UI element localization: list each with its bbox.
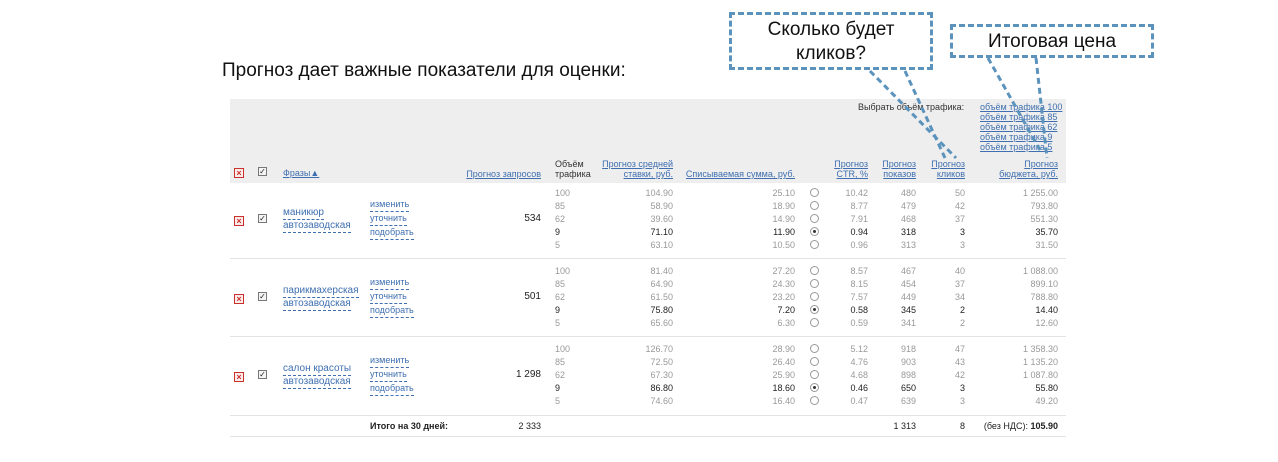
cell-clicks: 3 xyxy=(959,383,965,393)
cell-charged: 26.40 xyxy=(772,357,795,367)
cell-clicks: 42 xyxy=(954,201,965,211)
traffic-radio[interactable] xyxy=(810,383,819,392)
action-link[interactable]: уточнить xyxy=(370,212,407,226)
totals-budget xyxy=(984,421,1058,431)
traffic-radio[interactable] xyxy=(810,227,819,236)
remove-phrase-icon[interactable]: × xyxy=(234,216,244,226)
cell-traffic: 85 xyxy=(555,357,566,367)
cell-charged: 24.30 xyxy=(772,279,795,289)
cell-traffic: 62 xyxy=(555,292,566,302)
cell-ctr: 0.58 xyxy=(850,305,868,315)
cell-budget: 35.70 xyxy=(1035,227,1058,237)
column-impressions-line2: показов xyxy=(883,169,916,179)
cell-clicks: 3 xyxy=(959,240,965,250)
column-avg-bid-line2: ставки, руб. xyxy=(623,169,673,179)
action-link[interactable]: изменить xyxy=(370,276,409,290)
cell-clicks: 2 xyxy=(959,305,965,315)
column-traffic xyxy=(555,159,591,179)
cell-ctr: 0.96 xyxy=(850,240,868,250)
cell-impressions: 903 xyxy=(900,357,916,367)
phrase-line: парикмахерская xyxy=(283,285,359,296)
column-traffic-line1: Объём xyxy=(555,159,584,169)
cell-budget: 12.60 xyxy=(1035,318,1058,328)
totals-budget-value: 105.90 xyxy=(1030,421,1058,431)
phrase-checkbox[interactable]: ✓ xyxy=(259,214,266,223)
callout-clicks-line2: кликов? xyxy=(796,43,866,64)
cell-traffic: 100 xyxy=(555,344,571,354)
cell-charged: 18.90 xyxy=(772,201,795,211)
cell-charged: 7.20 xyxy=(777,305,795,315)
traffic-option-100[interactable]: объём трафика 100 xyxy=(980,102,1063,112)
column-impressions-line1: Прогноз xyxy=(882,159,916,169)
cell-impressions: 479 xyxy=(900,201,916,211)
cell-clicks: 50 xyxy=(954,188,965,198)
column-clicks[interactable] xyxy=(931,159,965,179)
column-ctr[interactable] xyxy=(834,159,868,179)
cell-impressions: 318 xyxy=(900,227,916,237)
cell-budget: 551.30 xyxy=(1030,214,1058,224)
cell-ctr: 0.59 xyxy=(850,318,868,328)
cell-budget: 1 087.80 xyxy=(1022,370,1058,380)
action-link[interactable]: изменить xyxy=(370,354,409,368)
cell-charged: 27.20 xyxy=(772,266,795,276)
cell-budget: 55.80 xyxy=(1035,383,1058,393)
cell-charged: 16.40 xyxy=(772,396,795,406)
action-link[interactable]: уточнить xyxy=(370,290,407,304)
cell-avg-bid: 39.60 xyxy=(650,214,673,224)
traffic-radio[interactable] xyxy=(810,396,819,405)
cell-clicks: 3 xyxy=(959,227,965,237)
phrase-line: автозаводская xyxy=(283,376,351,387)
totals-label: Итого на 30 дней: xyxy=(370,421,449,431)
cell-impressions: 454 xyxy=(900,279,916,289)
cell-budget: 1 135.20 xyxy=(1022,357,1058,367)
action-link[interactable]: подобрать xyxy=(370,382,414,396)
cell-avg-bid: 74.60 xyxy=(650,396,673,406)
cell-charged: 6.30 xyxy=(777,318,795,328)
group-separator xyxy=(230,336,1066,337)
cell-clicks: 43 xyxy=(954,357,965,367)
remove-all-icon[interactable]: × xyxy=(234,168,244,178)
cell-clicks: 3 xyxy=(959,396,965,406)
column-charged[interactable]: Списываемая сумма, руб. xyxy=(685,169,795,179)
cell-ctr: 0.47 xyxy=(850,396,868,406)
totals-impressions: 1 313 xyxy=(893,421,916,431)
cell-impressions: 468 xyxy=(900,214,916,224)
phrase-actions xyxy=(370,354,414,396)
traffic-radio[interactable] xyxy=(810,240,819,249)
cell-traffic: 85 xyxy=(555,201,566,211)
cell-avg-bid: 72.50 xyxy=(650,357,673,367)
traffic-option-5[interactable]: объём трафика 5 xyxy=(980,142,1053,152)
cell-impressions: 313 xyxy=(900,240,916,250)
cell-clicks: 37 xyxy=(954,214,965,224)
cell-charged: 25.90 xyxy=(772,370,795,380)
cell-ctr: 7.57 xyxy=(850,292,868,302)
cell-clicks: 2 xyxy=(959,318,965,328)
totals-clicks: 8 xyxy=(959,421,965,431)
cell-charged: 18.60 xyxy=(772,383,795,393)
cell-avg-bid: 65.60 xyxy=(650,318,673,328)
cell-avg-bid: 104.90 xyxy=(645,188,673,198)
traffic-option-62[interactable]: объём трафика 62 xyxy=(980,122,1058,132)
cell-traffic: 5 xyxy=(555,318,561,328)
cell-requests: 1 298 xyxy=(515,369,541,380)
remove-phrase-icon[interactable]: × xyxy=(234,372,244,382)
cell-avg-bid: 63.10 xyxy=(650,240,673,250)
cell-traffic: 9 xyxy=(555,227,561,237)
cell-ctr: 10.42 xyxy=(845,188,868,198)
cell-budget: 793.80 xyxy=(1030,201,1058,211)
cell-impressions: 650 xyxy=(900,383,916,393)
traffic-radio[interactable] xyxy=(810,370,819,379)
cell-avg-bid: 71.10 xyxy=(650,227,673,237)
cell-charged: 14.90 xyxy=(772,214,795,224)
totals-separator xyxy=(230,415,1066,416)
cell-traffic: 9 xyxy=(555,383,561,393)
callout-clicks-line1: Сколько будет xyxy=(767,19,895,40)
cell-clicks: 40 xyxy=(954,266,965,276)
group-separator xyxy=(230,258,1066,259)
cell-charged: 11.90 xyxy=(773,227,795,237)
cell-ctr: 5.12 xyxy=(850,344,868,354)
cell-budget: 1 358.30 xyxy=(1022,344,1058,354)
column-avg-bid-line1: Прогноз средней xyxy=(602,159,673,169)
cell-avg-bid: 58.90 xyxy=(650,201,673,211)
cell-budget: 49.20 xyxy=(1035,396,1058,406)
cell-ctr: 8.57 xyxy=(850,266,868,276)
traffic-radio[interactable] xyxy=(810,188,819,197)
cell-avg-bid: 86.80 xyxy=(650,383,673,393)
select-all-checkbox[interactable]: ✓ xyxy=(259,167,266,176)
cell-impressions: 345 xyxy=(900,305,916,315)
forecast-table xyxy=(230,99,1066,437)
cell-charged: 23.20 xyxy=(772,292,795,302)
traffic-radio[interactable] xyxy=(810,318,819,327)
cell-requests: 501 xyxy=(524,291,541,302)
cell-impressions: 480 xyxy=(900,188,916,198)
cell-traffic: 62 xyxy=(555,370,566,380)
phrase-line: салон красоты xyxy=(283,363,352,374)
action-link[interactable]: подобрать xyxy=(370,304,414,318)
phrase-line: автозаводская xyxy=(283,298,351,309)
column-ctr-line2: CTR, % xyxy=(836,169,868,179)
cell-charged: 28.90 xyxy=(772,344,795,354)
cell-avg-bid: 126.70 xyxy=(645,344,673,354)
cell-budget: 14.40 xyxy=(1035,305,1058,315)
cell-clicks: 42 xyxy=(954,370,965,380)
traffic-radio[interactable] xyxy=(810,279,819,288)
action-link[interactable]: подобрать xyxy=(370,226,414,240)
cell-budget: 1 088.00 xyxy=(1022,266,1058,276)
traffic-select-label: Выбрать объём трафика: xyxy=(858,102,965,112)
cell-avg-bid: 81.40 xyxy=(650,266,673,276)
column-phrases-sort[interactable]: Фразы▲ xyxy=(283,168,320,178)
cell-charged: 25.10 xyxy=(772,188,795,198)
column-ctr-line1: Прогноз xyxy=(834,159,868,169)
cell-impressions: 898 xyxy=(900,370,916,380)
callout-price: Итоговая цена xyxy=(950,24,1154,58)
column-requests[interactable]: Прогноз запросов xyxy=(466,169,541,179)
phrase-checkbox[interactable]: ✓ xyxy=(259,370,266,379)
action-link[interactable]: изменить xyxy=(370,198,409,212)
cell-charged: 10.50 xyxy=(772,240,795,250)
column-budget-line2: бюджета, руб. xyxy=(999,169,1058,179)
phrase-actions xyxy=(370,198,414,240)
traffic-radio[interactable] xyxy=(810,357,819,366)
traffic-radio[interactable] xyxy=(810,201,819,210)
totals-requests: 2 333 xyxy=(518,421,541,431)
cell-ctr: 8.77 xyxy=(850,201,868,211)
cell-impressions: 639 xyxy=(900,396,916,406)
cell-impressions: 918 xyxy=(900,344,916,354)
column-budget[interactable] xyxy=(999,159,1058,179)
cell-ctr: 0.46 xyxy=(850,383,868,393)
cell-traffic: 9 xyxy=(555,305,561,315)
cell-avg-bid: 67.30 xyxy=(650,370,673,380)
cell-budget: 31.50 xyxy=(1035,240,1058,250)
cell-avg-bid: 64.90 xyxy=(650,279,673,289)
cell-avg-bid: 75.80 xyxy=(650,305,673,315)
cell-avg-bid: 61.50 xyxy=(650,292,673,302)
traffic-option-9[interactable]: объём трафика 9 xyxy=(980,132,1053,142)
phrase-actions xyxy=(370,276,414,318)
cell-traffic: 62 xyxy=(555,214,566,224)
cell-traffic: 5 xyxy=(555,240,561,250)
cell-impressions: 341 xyxy=(900,318,916,328)
cell-impressions: 467 xyxy=(900,266,916,276)
phrase-checkbox[interactable]: ✓ xyxy=(259,292,266,301)
cell-traffic: 5 xyxy=(555,396,561,406)
traffic-radio[interactable] xyxy=(810,266,819,275)
cell-budget: 1 255.00 xyxy=(1022,188,1058,198)
cell-budget: 788.80 xyxy=(1030,292,1058,302)
column-clicks-line2: кликов xyxy=(936,169,965,179)
cell-ctr: 8.15 xyxy=(850,279,868,289)
column-impressions[interactable] xyxy=(882,159,916,179)
table-bottom-line xyxy=(230,436,1066,437)
cell-ctr: 0.94 xyxy=(850,227,868,237)
phrase-line: маникюр xyxy=(283,207,324,218)
cell-clicks: 37 xyxy=(954,279,965,289)
phrase-link[interactable] xyxy=(283,285,359,311)
traffic-radio[interactable] xyxy=(810,292,819,301)
traffic-radio[interactable] xyxy=(810,344,819,353)
slide-title: Прогноз дает важные показатели для оценки: xyxy=(222,60,626,81)
column-avg-bid[interactable] xyxy=(602,159,673,179)
phrase-link[interactable] xyxy=(283,207,351,233)
traffic-radio[interactable] xyxy=(810,214,819,223)
cell-ctr: 4.68 xyxy=(850,370,868,380)
cell-traffic: 100 xyxy=(555,188,571,198)
column-traffic-line2: трафика xyxy=(555,169,591,179)
cell-impressions: 449 xyxy=(900,292,916,302)
cell-ctr: 7.91 xyxy=(850,214,868,224)
remove-phrase-icon[interactable]: × xyxy=(234,294,244,304)
callout-clicks xyxy=(729,12,933,70)
action-link[interactable]: уточнить xyxy=(370,368,407,382)
column-budget-line1: Прогноз xyxy=(1024,159,1058,169)
traffic-option-85[interactable]: объём трафика 85 xyxy=(980,112,1058,122)
cell-clicks: 47 xyxy=(954,344,965,354)
traffic-radio[interactable] xyxy=(810,305,819,314)
cell-requests: 534 xyxy=(524,213,541,224)
column-clicks-line1: Прогноз xyxy=(931,159,965,169)
phrase-link[interactable] xyxy=(283,363,351,389)
cell-clicks: 34 xyxy=(954,292,965,302)
cell-traffic: 100 xyxy=(555,266,571,276)
cell-budget: 899.10 xyxy=(1030,279,1058,289)
cell-traffic: 85 xyxy=(555,279,566,289)
cell-ctr: 4.76 xyxy=(850,357,868,367)
phrase-line: автозаводская xyxy=(283,220,351,231)
totals-budget-prefix: (без НДС): xyxy=(983,421,1028,431)
